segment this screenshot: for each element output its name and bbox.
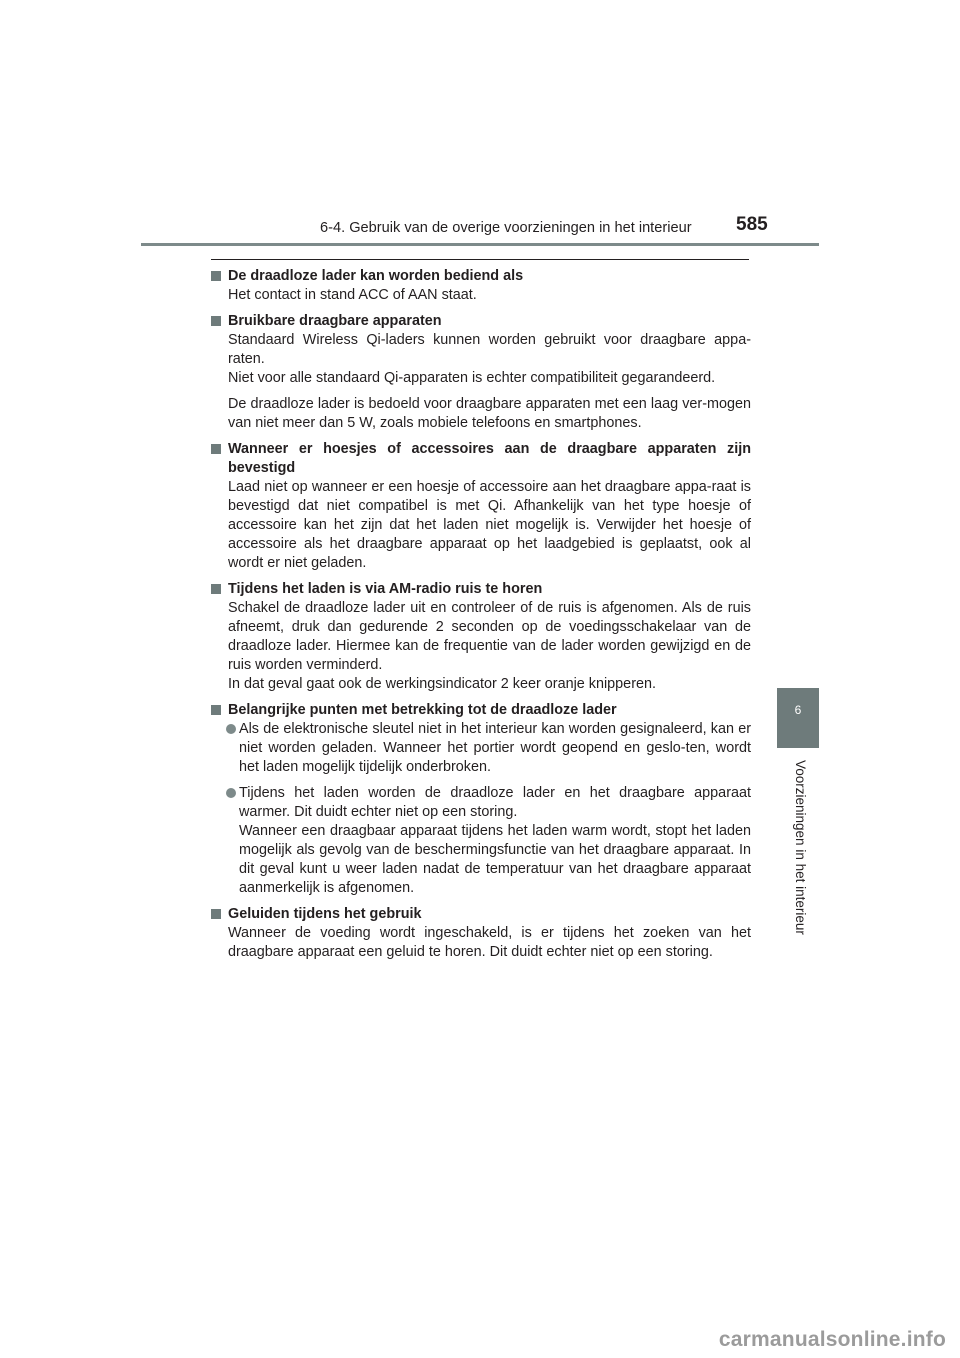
section-heading-text: Belangrijke punten met betrekking tot de draadloze lader [228, 702, 617, 718]
watermark: carmanualsonline.info [718, 1328, 946, 1351]
running-header-title: 6-4. Gebruik van de overige voorzieningen in het interieur [320, 220, 692, 236]
square-bullet-icon [211, 316, 221, 326]
section-heading [211, 440, 751, 478]
paragraph [211, 331, 751, 388]
paragraph: De draadloze lader is bedoeld voor draagbare apparaten met een laag ver-mogen van niet meer dan 5 W, zoals mobiele telefoons en smartphones. [228, 396, 751, 431]
square-bullet-icon [211, 909, 221, 919]
paragraph-line: Standaard Wireless Qi-laders kunnen worden gebruikt voor draagbare appa-raten. [228, 332, 751, 367]
section-cases-accessories [211, 440, 751, 573]
bullet-text: Wanneer een draagbaar apparaat tijdens het laden warm wordt, stopt het laden mogelijk als gevolg van de beschermingsfunctie van het draagbare apparaat. In dit geval kunt u weer laden nadat de temperatuur van het draagbare apparaat aanmerkelijk is afgenomen. [239, 823, 751, 896]
section-important-points [211, 701, 751, 898]
paragraph [211, 599, 751, 694]
section-rule [211, 259, 749, 260]
page-number: 585 [736, 214, 768, 235]
paragraph-line: Schakel de draadloze lader uit en controleer of de ruis is afgenomen. Als de ruis afneemt, druk dan gedurende 2 seconden op de voedingsschakelaar van de draadloze lader. Hiermee kan de frequentie van de lader worden gewijzigd en de ruis worden verminderd. [228, 600, 751, 673]
bullet-item [211, 720, 751, 777]
section-heading [211, 905, 751, 924]
square-bullet-icon [211, 705, 221, 715]
chapter-tab [777, 688, 819, 748]
section-heading [211, 701, 751, 720]
paragraph-line: Niet voor alle standaard Qi-apparaten is echter compatibiliteit gegarandeerd. [228, 370, 716, 386]
section-heading [211, 267, 751, 286]
bullet-item [211, 784, 751, 898]
chapter-label: Voorzieningen in het interieur [793, 760, 808, 935]
section-heading [211, 580, 751, 599]
section-heading-text: Tijdens het laden is via AM-radio ruis te horen [228, 581, 543, 597]
paragraph: Het contact in stand ACC of AAN staat. [228, 287, 477, 303]
section-usable-devices [211, 312, 751, 433]
section-am-radio-noise [211, 580, 751, 694]
section-sounds-during-use [211, 905, 751, 962]
square-bullet-icon [211, 584, 221, 594]
header-rule [141, 243, 819, 246]
square-bullet-icon [211, 444, 221, 454]
bullet-text: Als de elektronische sleutel niet in het interieur kan worden gesignaleerd, kan er niet worden geladen. Wanneer het portier wordt geopend en geslo-ten, wordt het laden mogelijk tijdelijk onderbroken. [239, 721, 751, 775]
section-heading [211, 312, 751, 331]
round-bullet-icon [226, 724, 236, 734]
paragraph: Laad niet op wanneer er een hoesje of accessoire aan het draagbare appa-raat is bevestigd dat niet compatibel is met Qi. Afhankelijk van het type hoesje of accessoire kan het zijn dat het laden niet mogelijk is. Verwijder het hoesje of accessoire als het draagbare apparaat op het laadgebied is geplaatst, ook al wordt er niet geladen. [228, 479, 751, 571]
section-heading-text: Wanneer er hoesjes of accessoires aan de draagbare apparaten zijn bevestigd [228, 441, 751, 476]
page-content [211, 267, 751, 969]
section-operable-when [211, 267, 751, 305]
round-bullet-icon [226, 788, 236, 798]
section-heading-text: Bruikbare draagbare apparaten [228, 313, 442, 329]
chapter-number: 6 [794, 703, 802, 717]
section-heading-text: Geluiden tijdens het gebruik [228, 906, 422, 922]
bullet-text: Tijdens het laden worden de draadloze lader en het draagbare apparaat warmer. Dit duidt echter niet op een storing. [239, 785, 751, 820]
square-bullet-icon [211, 271, 221, 281]
section-heading-text: De draadloze lader kan worden bediend als [228, 268, 524, 284]
paragraph: Wanneer de voeding wordt ingeschakeld, is er tijdens het zoeken van het draagbare apparaat een geluid te horen. Dit duidt echter niet op een storing. [228, 925, 751, 960]
paragraph-line: In dat geval gaat ook de werkingsindicator 2 keer oranje knipperen. [228, 676, 656, 692]
